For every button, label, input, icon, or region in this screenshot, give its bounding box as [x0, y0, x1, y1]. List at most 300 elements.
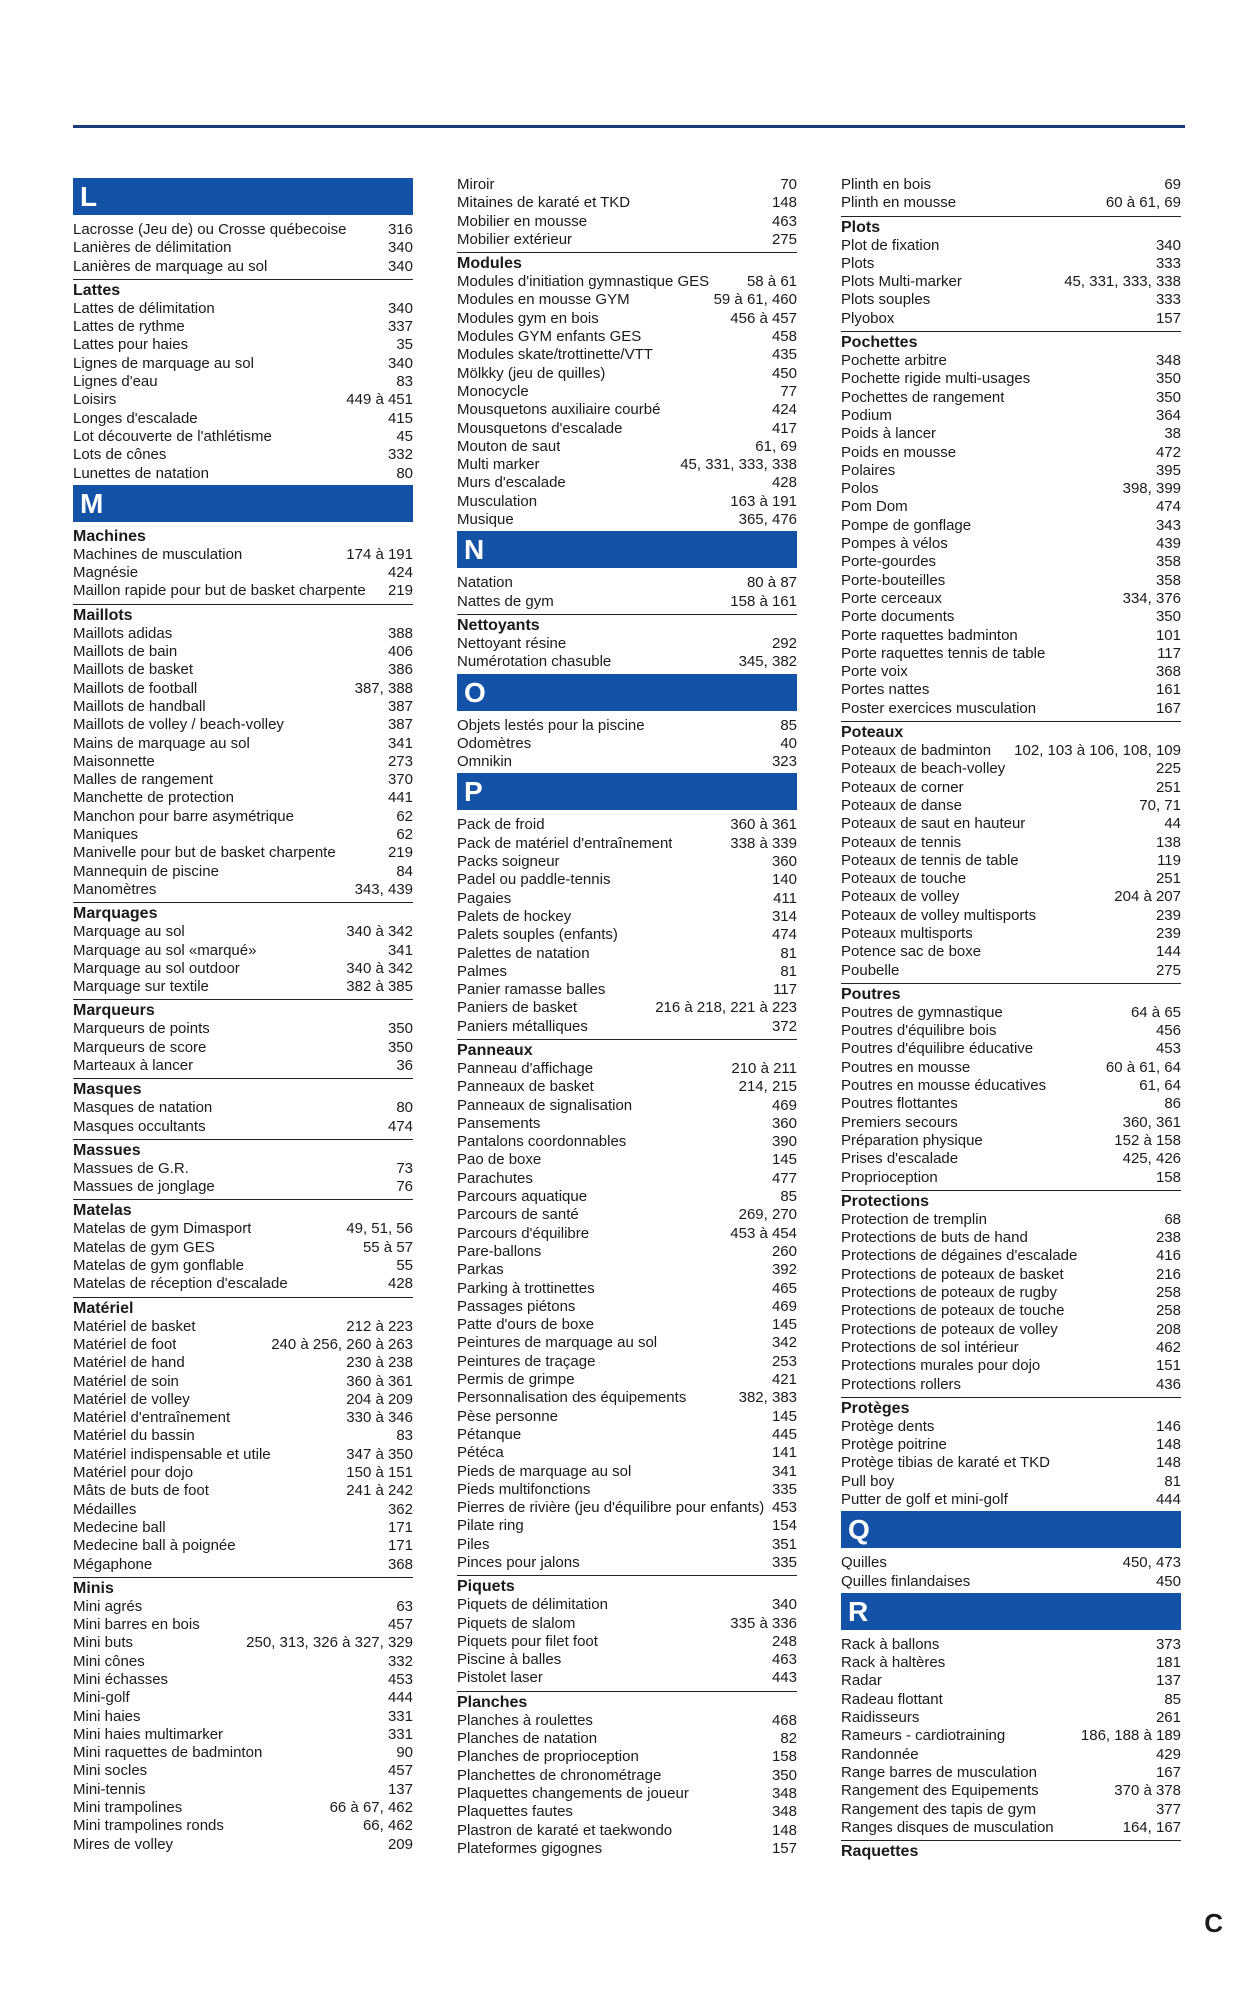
entry-pages: 350	[1155, 608, 1181, 626]
entry-pages: 36	[396, 1056, 413, 1074]
entry-term: Mires de volley	[73, 1835, 174, 1853]
entry-pages: 411	[773, 889, 797, 907]
entry-pages: 456	[1155, 1022, 1181, 1040]
index-entry	[73, 546, 413, 564]
entry-pages: 70, 71	[1139, 796, 1181, 814]
entry-term: Objets lestés pour la piscine	[457, 716, 645, 734]
entry-pages: 474	[1155, 498, 1181, 516]
index-entry	[841, 962, 1181, 980]
index-entry	[841, 1004, 1181, 1022]
index-entry	[841, 291, 1181, 309]
entry-pages: 186, 188 à 189	[1080, 1727, 1181, 1745]
entry-term: Piquets de délimitation	[457, 1596, 608, 1614]
index-entry	[73, 1762, 413, 1780]
index-entry	[841, 1040, 1181, 1058]
entry-pages: 449 à 451	[346, 391, 413, 409]
entry-term: Packs soigneur	[457, 853, 560, 871]
entry-term: Matériel du bassin	[73, 1427, 195, 1445]
entry-term: Protège dents	[841, 1417, 935, 1435]
index-entry	[841, 1801, 1181, 1819]
entry-term: Matelas de gym GES	[73, 1238, 215, 1256]
entry-pages: 338 à 339	[730, 834, 797, 852]
entry-pages: 145	[771, 1316, 797, 1334]
entry-term: Parcours aquatique	[457, 1188, 588, 1206]
entry-term: Protège poitrine	[841, 1436, 947, 1454]
index-entry	[73, 863, 413, 881]
entry-pages: 150 à 151	[346, 1464, 413, 1482]
index-entry	[73, 1039, 413, 1057]
entry-term: Poteaux de corner	[841, 778, 964, 796]
index-entry	[457, 1517, 797, 1535]
entry-term: Protections de dégaines d'escalade	[841, 1247, 1078, 1265]
index-entry	[73, 582, 413, 600]
index-heading: Minis	[73, 1579, 114, 1597]
entry-term: Pistolet laser	[457, 1669, 543, 1687]
entry-term: Lunettes de natation	[73, 464, 209, 482]
entry-term: Pèse personne	[457, 1407, 558, 1425]
index-column-2	[457, 176, 797, 1858]
entry-pages: 63	[396, 1597, 413, 1615]
index-entry	[841, 255, 1181, 273]
entry-pages: 341	[387, 941, 413, 959]
index-entry	[457, 1669, 797, 1687]
entry-term: Pao de boxe	[457, 1151, 542, 1169]
entry-term: Raidisseurs	[841, 1709, 920, 1727]
entry-term: Plots souples	[841, 291, 931, 309]
index-heading: Protections	[841, 1192, 930, 1210]
section-divider	[841, 1397, 1181, 1398]
index-entry	[841, 462, 1181, 480]
index-entry	[457, 1748, 797, 1766]
index-entry	[73, 1708, 413, 1726]
index-entry	[841, 1573, 1181, 1591]
entry-pages: 398, 399	[1122, 480, 1181, 498]
index-entry	[457, 1243, 797, 1261]
index-entry	[457, 1133, 797, 1151]
entry-term: Matériel pour dojo	[73, 1464, 194, 1482]
entry-pages: 82	[780, 1730, 797, 1748]
entry-pages: 62	[396, 826, 413, 844]
section-divider	[841, 983, 1181, 984]
entry-term: Poteaux de touche	[841, 870, 967, 888]
entry-pages: 425, 426	[1122, 1150, 1181, 1168]
index-entry	[73, 1118, 413, 1136]
entry-term: Malles de rangement	[73, 771, 214, 789]
entry-pages: 340 à 342	[346, 959, 413, 977]
entry-pages: 163 à 191	[730, 492, 797, 510]
index-entry	[73, 318, 413, 336]
entry-pages: 463	[771, 1651, 797, 1669]
entry-pages: 269, 270	[738, 1206, 797, 1224]
entry-pages: 275	[771, 230, 797, 248]
index-entry	[73, 1257, 413, 1275]
entry-term: Pare-ballons	[457, 1242, 542, 1260]
index-entry	[841, 1418, 1181, 1436]
index-entry	[841, 1022, 1181, 1040]
entry-pages: 332	[387, 446, 413, 464]
entry-pages: 230 à 238	[346, 1354, 413, 1372]
entry-pages: 331	[387, 1725, 413, 1743]
index-entry	[457, 853, 797, 871]
index-entry	[457, 1316, 797, 1334]
entry-term: Poubelle	[841, 961, 900, 979]
entry-pages: 251	[1155, 870, 1181, 888]
entry-term: Numérotation chasuble	[457, 653, 612, 671]
entry-pages: 343, 439	[354, 880, 413, 898]
entry-term: Protections de buts de hand	[841, 1229, 1028, 1247]
entry-pages: 392	[771, 1261, 797, 1279]
index-entry	[73, 428, 413, 446]
entry-pages: 416	[1155, 1247, 1181, 1265]
entry-term: Mini-golf	[73, 1689, 130, 1707]
entry-term: Matelas de gym gonflable	[73, 1257, 244, 1275]
index-entry	[73, 1220, 413, 1238]
index-entry	[841, 1357, 1181, 1375]
entry-pages: 140	[771, 871, 797, 889]
entry-pages: 364	[1155, 406, 1181, 424]
index-entry	[457, 474, 797, 492]
index-entry	[457, 1785, 797, 1803]
header-rule	[73, 125, 1185, 128]
entry-term: Matériel de volley	[73, 1390, 190, 1408]
entry-term: Parachutes	[457, 1169, 533, 1187]
index-entry	[457, 1712, 797, 1730]
entry-pages: 334, 376	[1122, 589, 1181, 607]
entry-term: Rack à haltères	[841, 1654, 946, 1672]
index-entry	[457, 1840, 797, 1858]
entry-term: Marqueurs de points	[73, 1020, 210, 1038]
index-entry	[841, 1077, 1181, 1095]
entry-term: Pilate ring	[457, 1517, 524, 1535]
entry-pages: 275	[1155, 961, 1181, 979]
entry-pages: 225	[1155, 760, 1181, 778]
entry-term: Maillots adidas	[73, 624, 173, 642]
index-entry	[841, 1169, 1181, 1187]
entry-term: Piles	[457, 1535, 490, 1553]
entry-pages: 151	[1155, 1357, 1181, 1375]
index-column-3	[841, 176, 1181, 1861]
entry-pages: 436	[1155, 1375, 1181, 1393]
index-entry	[841, 517, 1181, 535]
index-heading: Masques	[73, 1081, 142, 1099]
index-entry	[457, 511, 797, 529]
letter-banner: M	[73, 485, 413, 522]
index-entry	[841, 1247, 1181, 1265]
entry-pages: 35	[396, 336, 413, 354]
index-entry	[457, 310, 797, 328]
entry-term: Portes nattes	[841, 681, 930, 699]
index-entry	[73, 942, 413, 960]
entry-pages: 161	[1155, 681, 1181, 699]
entry-term: Lattes pour haies	[73, 336, 189, 354]
index-heading: Lattes	[73, 281, 121, 299]
index-entry	[73, 826, 413, 844]
entry-pages: 370 à 378	[1114, 1782, 1181, 1800]
index-entry	[841, 1436, 1181, 1454]
index-entry	[73, 661, 413, 679]
entry-term: Paniers de basket	[457, 999, 578, 1017]
entry-term: Palets souples (enfants)	[457, 926, 618, 944]
entry-pages: 239	[1155, 906, 1181, 924]
entry-term: Massues de G.R.	[73, 1159, 189, 1177]
entry-term: Lots de cônes	[73, 446, 167, 464]
entry-term: Porte cerceaux	[841, 589, 942, 607]
entry-term: Machines de musculation	[73, 545, 243, 563]
index-entry	[457, 1767, 797, 1785]
entry-pages: 340	[387, 354, 413, 372]
index-entry	[457, 1078, 797, 1096]
entry-term: Marquage sur textile	[73, 978, 209, 996]
entry-pages: 445	[771, 1425, 797, 1443]
entry-term: Planchettes de chronométrage	[457, 1766, 662, 1784]
entry-term: Pinces pour jalons	[457, 1554, 580, 1571]
entry-pages: 469	[771, 1297, 797, 1315]
index-entry	[841, 1491, 1181, 1509]
entry-pages: 55	[396, 1257, 413, 1275]
entry-pages: 146	[1155, 1417, 1181, 1435]
index-entry	[457, 999, 797, 1017]
entry-pages: 85	[780, 716, 797, 734]
index-entry	[841, 608, 1181, 626]
entry-pages: 260	[771, 1242, 797, 1260]
entry-term: Plaquettes changements de joueur	[457, 1784, 689, 1802]
entry-pages: 119	[1157, 851, 1181, 869]
index-entry	[73, 881, 413, 899]
section-divider	[457, 1575, 797, 1576]
index-heading: Raquettes	[841, 1843, 919, 1861]
index-entry	[841, 943, 1181, 961]
entry-term: Porte voix	[841, 663, 908, 681]
entry-pages: 216	[1155, 1265, 1181, 1283]
entry-pages: 273	[387, 752, 413, 770]
entry-pages: 80	[396, 1099, 413, 1117]
entry-pages: 424	[771, 401, 797, 419]
entry-term: Potence sac de boxe	[841, 943, 982, 961]
entry-pages: 348	[1155, 352, 1181, 370]
entry-pages: 351	[771, 1535, 797, 1553]
entry-pages: 450	[771, 364, 797, 382]
entry-pages: 387, 388	[354, 679, 413, 697]
index-entry	[457, 1371, 797, 1389]
entry-term: Medecine ball	[73, 1518, 166, 1536]
entry-term: Manivelle pour but de basket charpente	[73, 844, 336, 862]
entry-term: Paniers métalliques	[457, 1017, 588, 1035]
entry-pages: 61, 64	[1139, 1077, 1181, 1095]
entry-term: Mini agrés	[73, 1597, 143, 1615]
entry-term: Poteaux de danse	[841, 796, 962, 814]
index-entry	[841, 815, 1181, 833]
entry-pages: 342	[771, 1334, 797, 1352]
entry-pages: 439	[1155, 535, 1181, 553]
entry-term: Peintures de marquage au sol	[457, 1334, 658, 1352]
entry-pages: 333	[1155, 254, 1181, 272]
index-entry	[841, 1229, 1181, 1247]
index-entry	[457, 816, 797, 834]
entry-pages: 335	[771, 1480, 797, 1498]
index-entry	[73, 753, 413, 771]
entry-pages: 204 à 207	[1114, 888, 1181, 906]
index-entry	[841, 389, 1181, 407]
entry-pages: 58 à 61	[746, 273, 797, 291]
index-heading: Modules	[457, 255, 522, 273]
index-entry	[841, 1211, 1181, 1229]
entry-pages: 340	[1155, 236, 1181, 254]
entry-pages: 358	[1155, 553, 1181, 571]
index-entry	[457, 871, 797, 889]
entry-pages: 45, 331, 333, 338	[1064, 273, 1181, 291]
index-entry	[73, 1726, 413, 1744]
entry-pages: 101	[1155, 626, 1181, 644]
entry-pages: 60 à 61, 64	[1105, 1058, 1181, 1076]
entry-term: Medecine ball à poignée	[73, 1537, 236, 1555]
entry-term: Modules en mousse GYM	[457, 291, 630, 309]
entry-pages: 314	[771, 907, 797, 925]
entry-pages: 157	[771, 1839, 797, 1857]
entry-term: Lattes de rythme	[73, 318, 185, 336]
index-heading: Machines	[73, 527, 146, 545]
index-entry	[73, 1781, 413, 1799]
entry-term: Marquage au sol	[73, 923, 185, 941]
entry-pages: 137	[387, 1780, 413, 1798]
entry-term: Nattes de gym	[457, 592, 554, 610]
entry-term: Poutres d'équilibre bois	[841, 1022, 997, 1040]
index-entry	[457, 176, 797, 194]
entry-term: Plyobox	[841, 309, 895, 327]
index-entry	[841, 797, 1181, 815]
entry-term: Parcours d'équilibre	[457, 1224, 590, 1242]
entry-term: Médailles	[73, 1500, 137, 1518]
entry-term: Rameurs - cardiotraining	[841, 1727, 1006, 1745]
entry-term: Loisirs	[73, 391, 117, 409]
entry-pages: 360, 361	[1122, 1113, 1181, 1131]
entry-term: Mini buts	[73, 1634, 134, 1652]
entry-pages: 145	[771, 1151, 797, 1169]
index-entry	[457, 1481, 797, 1499]
entry-pages: 148	[1155, 1436, 1181, 1454]
entry-term: Poutres de gymnastique	[841, 1003, 1003, 1021]
index-entry	[73, 446, 413, 464]
entry-pages: 368	[387, 1555, 413, 1573]
entry-term: Protections murales pour dojo	[841, 1357, 1041, 1375]
entry-term: Radeau flottant	[841, 1690, 943, 1708]
index-entry	[841, 310, 1181, 328]
entry-pages: 148	[771, 194, 797, 212]
index-entry	[841, 1266, 1181, 1284]
index-entry	[73, 564, 413, 582]
entry-pages: 81	[780, 944, 797, 962]
index-heading: Protèges	[841, 1399, 910, 1417]
index-entry	[73, 1391, 413, 1409]
entry-pages: 377	[1155, 1800, 1181, 1818]
entry-pages: 81	[1164, 1472, 1181, 1490]
entry-pages: 444	[387, 1689, 413, 1707]
entry-pages: 44	[1164, 815, 1181, 833]
section-divider	[73, 1139, 413, 1140]
index-entry	[457, 1596, 797, 1614]
index-entry	[841, 1691, 1181, 1709]
entry-pages: 335 à 336	[730, 1614, 797, 1632]
entry-term: Poutres en mousse	[841, 1058, 971, 1076]
entry-term: Porte raquettes badminton	[841, 626, 1018, 644]
entry-pages: 181	[1155, 1654, 1181, 1672]
index-entry	[73, 978, 413, 996]
index-heading: Matelas	[73, 1202, 132, 1220]
entry-term: Premiers secours	[841, 1113, 958, 1131]
entry-term: Ranges disques de musculation	[841, 1818, 1054, 1836]
entry-pages: 373	[1155, 1635, 1181, 1653]
index-entry	[457, 835, 797, 853]
index-entry	[73, 1634, 413, 1652]
entry-term: Mölkky (jeu de quilles)	[457, 364, 606, 382]
entry-term: Poteaux de saut en hauteur	[841, 815, 1026, 833]
index-entry	[73, 1427, 413, 1445]
index-entry	[457, 926, 797, 944]
entry-pages: 350	[1155, 388, 1181, 406]
entry-term: Parcours de santé	[457, 1206, 579, 1224]
index-entry	[73, 716, 413, 734]
index-entry	[841, 663, 1181, 681]
entry-term: Plinth en mousse	[841, 194, 957, 212]
entry-term: Protections de poteaux de rugby	[841, 1284, 1057, 1302]
entry-pages: 406	[387, 643, 413, 661]
index-entry	[457, 1280, 797, 1298]
letter-banner: Q	[841, 1511, 1181, 1548]
index-entry	[457, 194, 797, 212]
entry-term: Pochette rigide multi-usages	[841, 370, 1031, 388]
entry-pages: 435	[771, 346, 797, 364]
section-divider	[457, 252, 797, 253]
index-entry	[457, 1463, 797, 1481]
entry-pages: 148	[1155, 1454, 1181, 1472]
index-entry	[457, 1115, 797, 1133]
entry-term: Manchon pour barre asymétrique	[73, 807, 294, 825]
entry-pages: 330 à 346	[346, 1409, 413, 1427]
index-heading: Matériel	[73, 1299, 134, 1317]
index-entry	[457, 1633, 797, 1651]
entry-pages: 158	[771, 1748, 797, 1766]
entry-pages: 362	[387, 1500, 413, 1518]
index-entry	[841, 627, 1181, 645]
entry-pages: 372	[771, 1017, 797, 1035]
index-entry	[457, 1408, 797, 1426]
entry-term: Manomètres	[73, 880, 157, 898]
index-entry	[841, 1819, 1181, 1837]
entry-pages: 453	[387, 1671, 413, 1688]
entry-pages: 86	[1164, 1095, 1181, 1113]
entry-term: Poutres flottantes	[841, 1095, 958, 1113]
entry-pages: 450	[1155, 1572, 1181, 1590]
entry-term: Plots Multi-marker	[841, 273, 962, 291]
entry-pages: 457	[387, 1762, 413, 1780]
index-entry	[841, 1132, 1181, 1150]
index-entry	[73, 735, 413, 753]
index-entry	[73, 410, 413, 428]
index-heading: Piquets	[457, 1578, 515, 1596]
entry-term: Matériel de basket	[73, 1317, 196, 1335]
entry-term: Mini haies	[73, 1707, 141, 1725]
entry-pages: 341	[387, 734, 413, 752]
entry-term: Lignes d'eau	[73, 373, 158, 391]
entry-pages: 388	[387, 624, 413, 642]
entry-term: Modules GYM enfants GES	[457, 328, 642, 346]
section-divider	[73, 1577, 413, 1578]
index-entry	[841, 834, 1181, 852]
entry-pages: 343	[1155, 516, 1181, 534]
entry-term: Maillots de basket	[73, 661, 194, 679]
index-entry	[841, 1473, 1181, 1491]
index-entry	[457, 1225, 797, 1243]
index-heading: Pochettes	[841, 334, 918, 352]
